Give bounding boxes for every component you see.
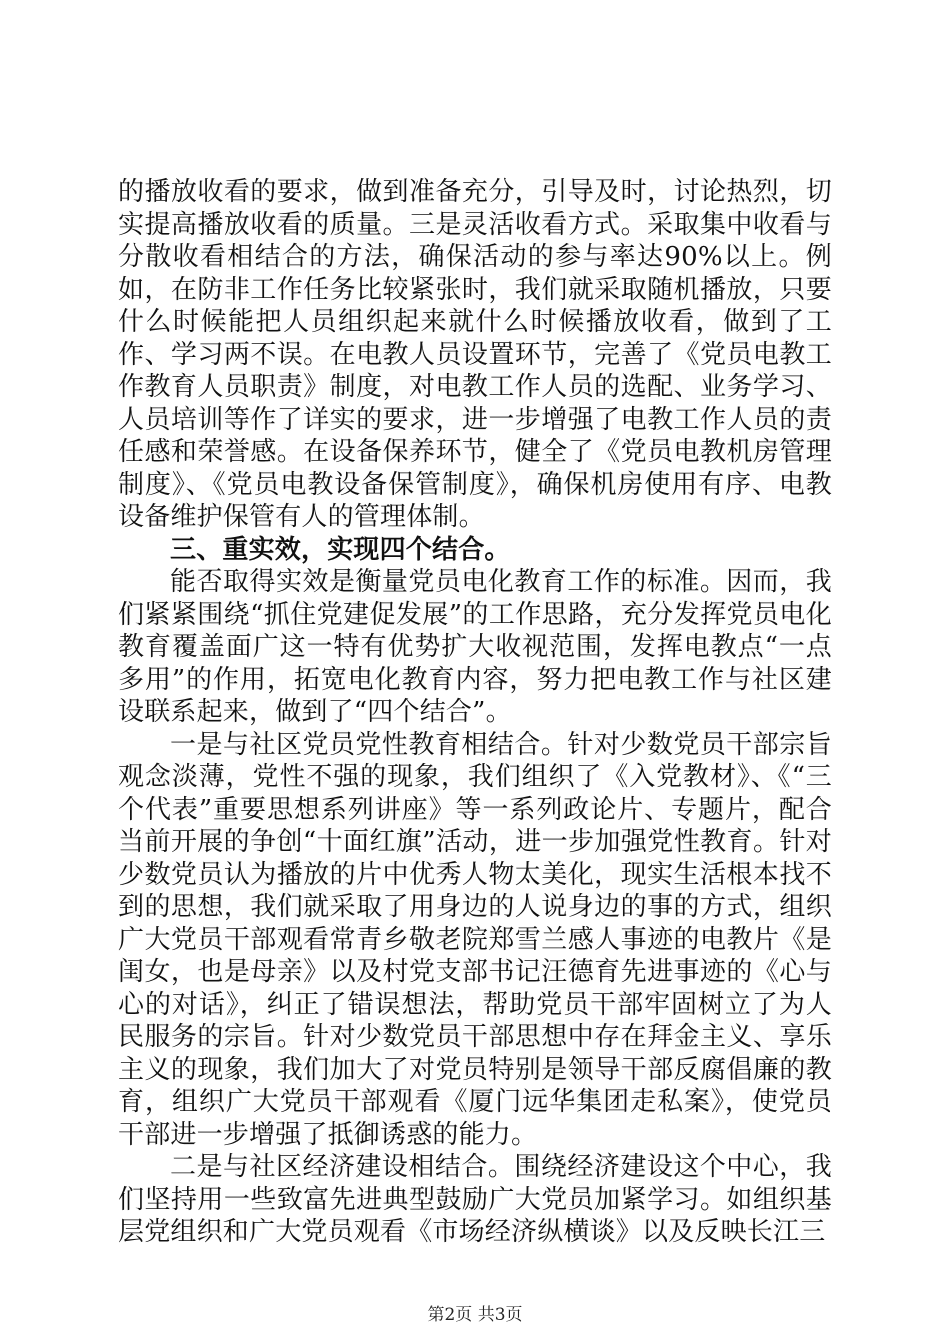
body-text (118, 176, 832, 1249)
paragraph-intro: 能否取得实效是衡量党员电化教育工作的标准。因而，我们紧紧围绕“抓住党建促发展”的工作思路，充分发挥党员电化教育覆盖面广这一特有优势扩大收视范围，发挥电教点“一点多用”的作用，拓宽电化教育内容，努力把电教工作与社区建设联系起来，做到了“四个结合”。 (118, 567, 832, 727)
paragraph-continuation: 的播放收看的要求，做到准备充分，引导及时，讨论热烈，切实提高播放收看的质量。三是灵活收看方式。采取集中收看与分散收看相结合的方法，确保活动的参与率达90%以上。例如，在防非工作任务比较紧张时，我们就采取随机播放，只要什么时候能把人员组织起来就什么时候播放收看，做到了工作、学习两不误。在电教人员设置环节，完善了《党员电教工作教育人员职责》制度，对电教工作人员的选配、业务学习、人员培训等作了详实的要求，进一步增强了电教工作人员的责任感和荣誉感。在设备保养环节，健全了《党员电教机房管理制度》、《党员电教设备保管制度》，确保机房使用有序、电教设备维护保管有人的管理体制。 (118, 177, 832, 532)
paragraph-point-two: 二是与社区经济建设相结合。围绕经济建设这个中心，我们坚持用一些致富先进典型鼓励广大党员加紧学习。如组织基层党组织和广大党员观看《市场经济纵横谈》以及反映长江三 (118, 1152, 832, 1247)
page-footer: 第2页 共3页 (427, 1305, 523, 1325)
section-heading: 三、重实效，实现四个结合。 (170, 534, 511, 565)
paragraph-point-one: 一是与社区党员党性教育相结合。针对少数党员干部宗旨观念淡薄，党性不强的现象，我们组织了《入党教材》、《“三个代表”重要思想系列讲座》等一系列政论片、专题片，配合当前开展的争创“十面红旗”活动，进一步加强党性教育。针对少数党员认为播放的片中优秀人物太美化，现实生活根本找不到的思想，我们就采取了用身边的人说身边的事的方式，组织广大党员干部观看常青乡敬老院郑雪兰感人事迹的电教片《是闺女，也是母亲》以及村党支部书记汪德育先进事迹的《心与心的对话》，纠正了错误想法，帮助党员干部牢固树立了为人民服务的宗旨。针对少数党员干部思想中存在拜金主义、享乐主义的现象，我们加大了对党员特别是领导干部反腐倡廉的教育，组织广大党员干部观看《厦门远华集团走私案》，使党员干部进一步增强了抵御诱惑的能力。 (118, 729, 832, 1150)
